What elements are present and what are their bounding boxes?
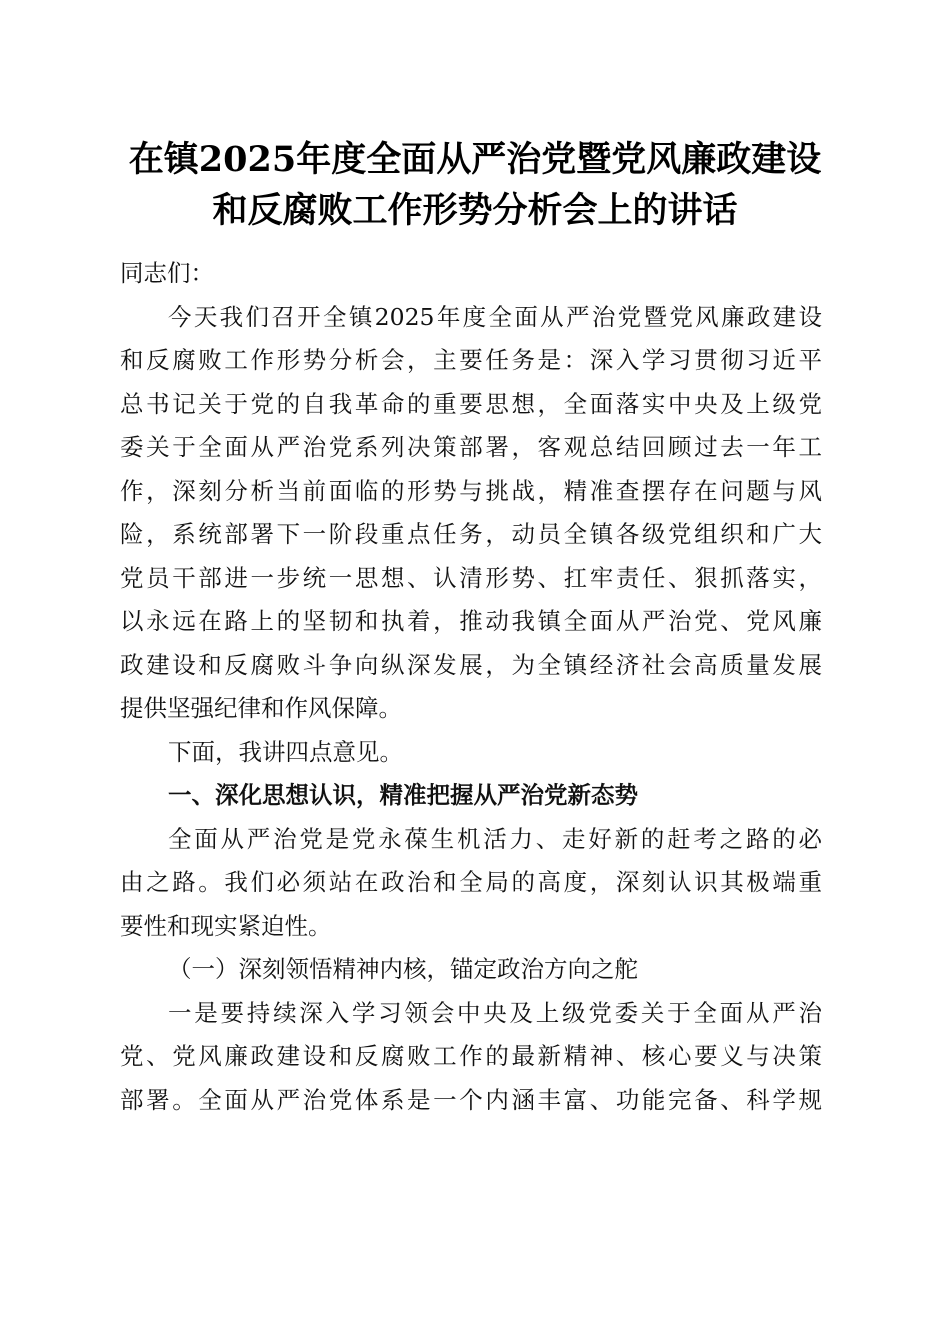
paragraph-line: 党员干部进一步统一思想、认清形势、扛牢责任、狠抓落实，: [120, 563, 822, 592]
title-line: 和反腐败工作形势分析会上的讲话: [212, 190, 738, 231]
paragraph-line: 部署。全面从严治党体系是一个内涵丰富、功能完备、科学规: [120, 1085, 822, 1114]
title-line: 在镇2025年度全面从严治党暨党风廉政建设: [128, 139, 822, 180]
paragraph-line: 政建设和反腐败斗争向纵深发展，为全镇经济社会高质量发展: [120, 650, 822, 679]
paragraph-line: 全面从严治党是党永葆生机活力、走好新的赶考之路的必: [168, 824, 822, 853]
paragraph-line: 党、党风廉政建设和反腐败工作的最新精神、核心要义与决策: [120, 1042, 822, 1070]
subsection-heading: （一）深刻领悟精神内核，锚定政治方向之舵: [168, 955, 638, 983]
paragraph-transition: 下面，我讲四点意见。: [168, 737, 403, 766]
paragraph-line: 委关于全面从严治党系列决策部署，客观总结回顾过去一年工: [120, 433, 822, 461]
section-heading: 一、深化思想认识，精准把握从严治党新态势: [168, 781, 638, 809]
paragraph-line: 以永远在路上的坚韧和执着，推动我镇全面从严治党、党风廉: [120, 607, 822, 635]
paragraph-line: 提供坚强纪律和作风保障。: [120, 694, 402, 722]
paragraph-line: 今天我们召开全镇2025年度全面从严治党暨党风廉政建设: [168, 302, 822, 331]
document-title: [100, 134, 850, 236]
paragraph-line: 险，系统部署下一阶段重点任务，动员全镇各级党组织和广大: [120, 520, 822, 548]
document-body: [120, 252, 822, 1122]
paragraph-line: 总书记关于党的自我革命的重要思想，全面落实中央及上级党: [120, 389, 822, 418]
paragraph-line: 和反腐败工作形势分析会，主要任务是：深入学习贯彻习近平: [120, 346, 822, 374]
paragraph-line: 作，深刻分析当前面临的形势与挑战，精准查摆存在问题与风: [120, 476, 822, 505]
paragraph-line: 要性和现实紧迫性。: [120, 911, 332, 940]
paragraph-opening: [120, 296, 822, 731]
salutation: 同志们：: [120, 259, 214, 287]
paragraph-section-intro: [120, 818, 822, 949]
paragraph-subsection: [120, 992, 822, 1123]
paragraph-line: 一是要持续深入学习领会中央及上级党委关于全面从严治: [168, 998, 822, 1027]
paragraph-line: 由之路。我们必须站在政治和全局的高度，深刻认识其极端重: [120, 868, 822, 896]
